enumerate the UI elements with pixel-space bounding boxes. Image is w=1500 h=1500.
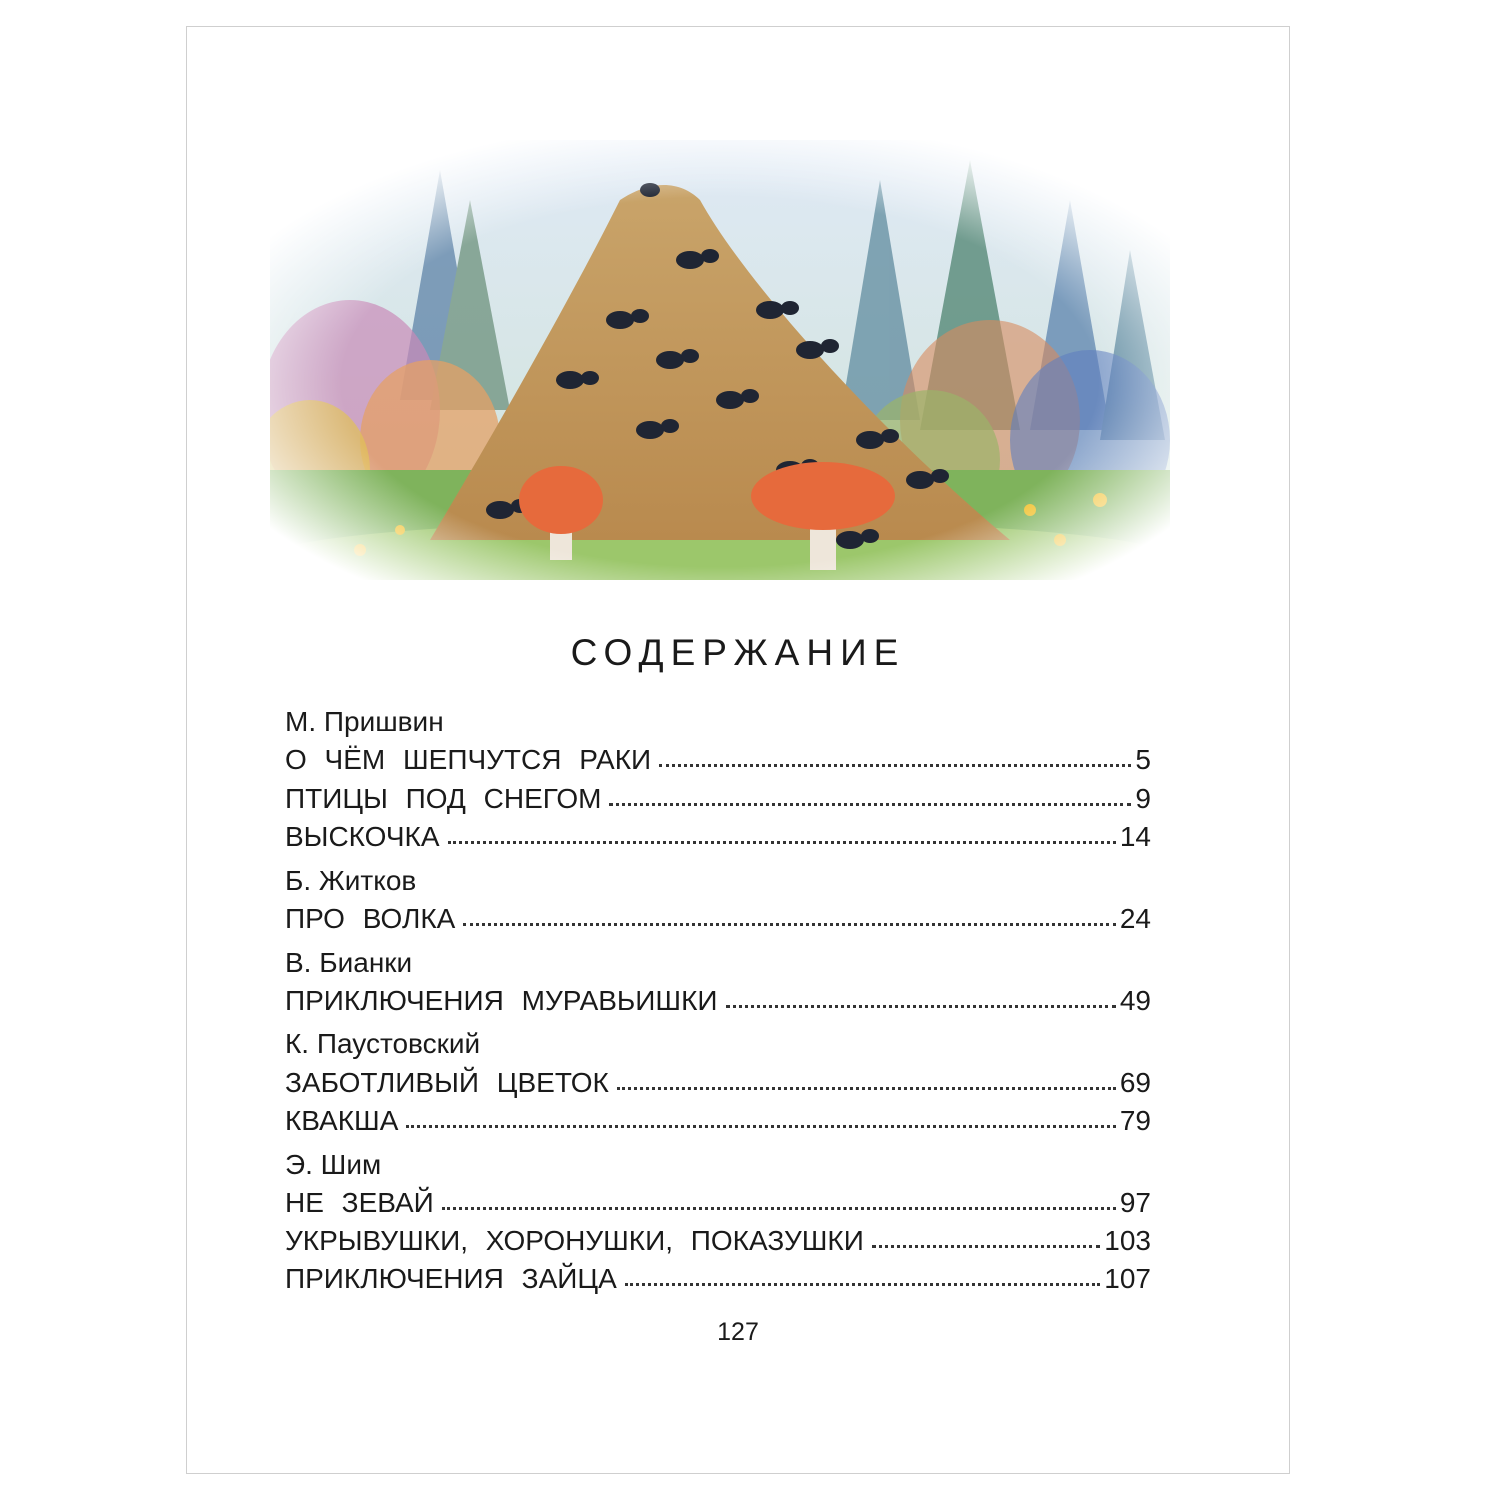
entry-title: ЗАБОТЛИВЫЙ ЦВЕТОК — [285, 1067, 609, 1098]
toc-entry[interactable] — [285, 1187, 1151, 1219]
dot-leader — [872, 1244, 1100, 1248]
entry-title: ПРИКЛЮЧЕНИЯ ЗАЙЦА — [285, 1263, 617, 1294]
entry-page: 49 — [1119, 985, 1151, 1016]
author-zhitkov: Б. Житков — [285, 865, 417, 896]
dot-leader — [406, 1124, 1115, 1128]
dot-leader — [442, 1206, 1116, 1210]
entry-page: 69 — [1119, 1067, 1151, 1098]
entry-page: 103 — [1104, 1225, 1151, 1256]
entry-title: КВАКША — [285, 1105, 399, 1136]
entry-page: 79 — [1119, 1105, 1151, 1136]
entry-page: 5 — [1135, 744, 1151, 775]
entry-title: ПРИКЛЮЧЕНИЯ МУРАВЬИШКИ — [285, 985, 718, 1016]
entry-title: НЕ ЗЕВАЙ — [285, 1187, 434, 1218]
dot-leader — [659, 763, 1131, 767]
entry-title: ВЫСКОЧКА — [285, 821, 440, 852]
toc-entry[interactable] — [285, 783, 1151, 815]
entry-page: 107 — [1104, 1263, 1151, 1294]
entry-title: О ЧЁМ ШЕПЧУТСЯ РАКИ — [285, 744, 652, 775]
entry-title: ПРО ВОЛКА — [285, 903, 456, 934]
toc-entry[interactable] — [285, 903, 1151, 935]
page-number: 127 — [717, 1318, 759, 1346]
dot-leader — [609, 802, 1131, 806]
dot-leader — [625, 1282, 1101, 1286]
author-shim: Э. Шим — [285, 1149, 382, 1180]
entry-page: 97 — [1119, 1187, 1151, 1218]
dot-leader — [617, 1086, 1116, 1090]
dot-leader — [726, 1004, 1116, 1008]
toc-entry[interactable] — [285, 1105, 1151, 1137]
entry-page: 9 — [1135, 783, 1151, 814]
entry-page: 14 — [1119, 821, 1151, 852]
anthill-illustration — [270, 140, 1170, 580]
entry-page: 24 — [1119, 903, 1151, 934]
entry-title: ПТИЦЫ ПОД СНЕГОМ — [285, 783, 602, 814]
dot-leader — [448, 840, 1116, 844]
dot-leader — [463, 922, 1116, 926]
toc-entry[interactable] — [285, 1067, 1151, 1099]
author-prishvin: М. Пришвин — [285, 706, 444, 737]
entry-title: УКРЫВУШКИ, ХОРОНУШКИ, ПОКАЗУШКИ — [285, 1225, 864, 1256]
author-paustovsky: К. Паустовский — [285, 1028, 481, 1059]
toc-entry[interactable] — [285, 1225, 1151, 1257]
toc-entry[interactable] — [285, 821, 1151, 853]
author-bianki: В. Бианки — [285, 947, 413, 978]
toc-entry[interactable] — [285, 744, 1151, 776]
toc-entry[interactable] — [285, 1263, 1151, 1295]
toc-entry[interactable] — [285, 985, 1151, 1017]
contents-heading: СОДЕРЖАНИЕ — [570, 632, 906, 673]
